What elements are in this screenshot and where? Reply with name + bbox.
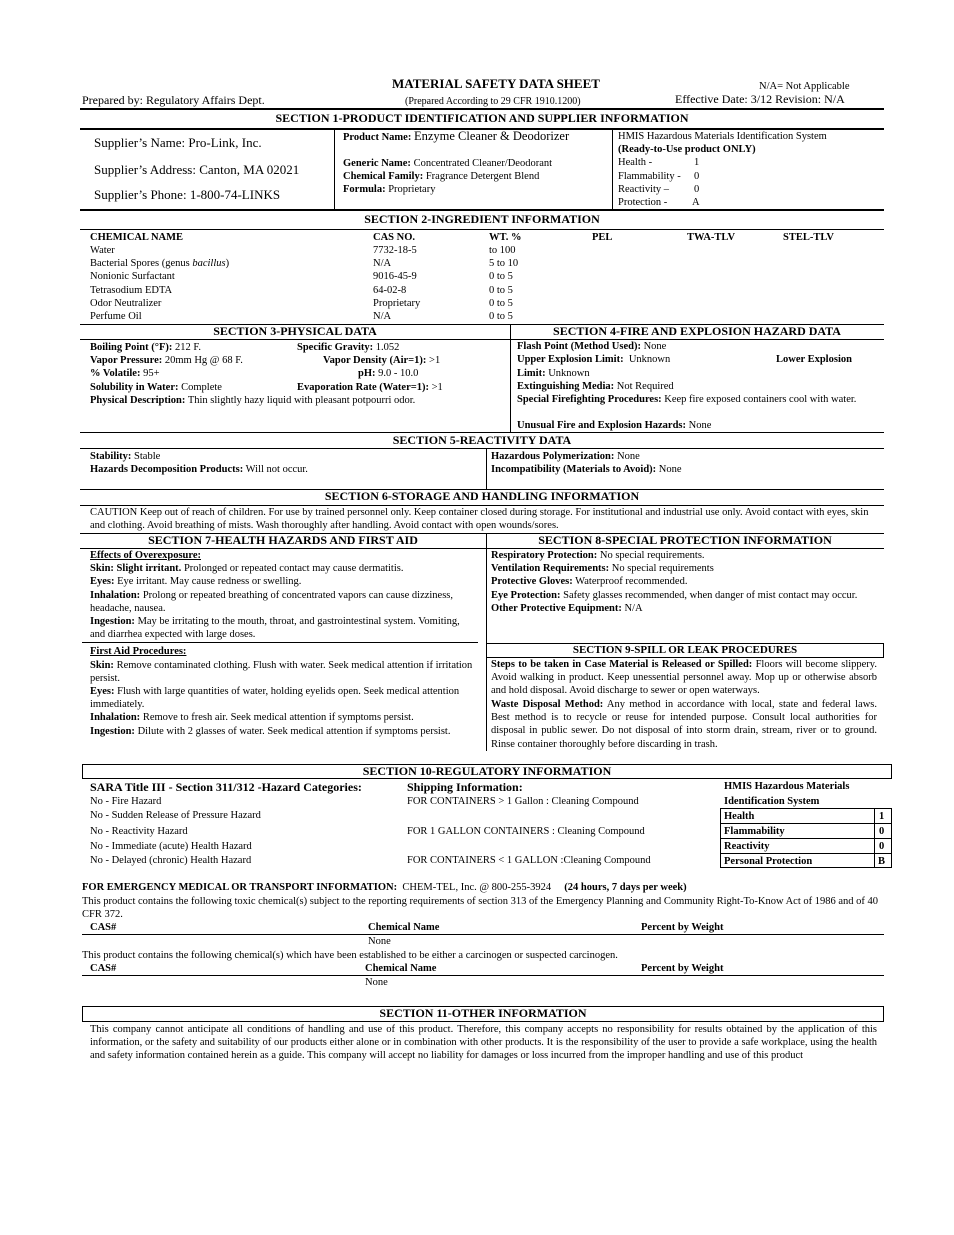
polymerization-row: [491, 450, 640, 463]
hmis-flammability-value: 0: [879, 826, 885, 837]
limit: Unknown: [548, 368, 590, 379]
section-5-rule: [80, 448, 884, 449]
s1-divider-2: [612, 129, 613, 209]
sara-acute: No - Immediate (acute) Health Hazard: [90, 841, 252, 852]
protection-item-text: N/A: [621, 602, 643, 614]
ingredient-name: Odor Neutralizer: [90, 297, 162, 309]
col-chemical-name: CHEMICAL NAME: [90, 232, 184, 243]
shipping-1gal: FOR 1 GALLON CONTAINERS : Cleaning Compound: [407, 826, 645, 837]
vapor-density-label: Vapor Density (Air=1):: [323, 355, 427, 366]
hmis-reactivity-label: Reactivity: [724, 841, 770, 852]
hmis-protection-label: Personal Protection: [724, 856, 813, 867]
shipping-large: FOR CONTAINERS > 1 Gallon : Cleaning Compound: [407, 796, 639, 807]
first-aid-title: First Aid Procedures:: [90, 646, 187, 658]
storage-text: CAUTION Keep out of reach of children. For use by trained personnel only. Keep container closed during storage. For institutional and industrial use only. Avoid contact with eyes, skin and clothing. Avoid breathing of mists. Wash thoroughly after handling. Avoid contact with open wounds/sores.: [90, 507, 869, 532]
spill-steps-text: Floors will become slippery. Avoid walking in product. Keep unessential personnel away. Mop up or otherwise absorb and hold disposal. Avoid discharge to sewer or open waterways.: [491, 659, 877, 697]
ph: 9.0 - 10.0: [378, 368, 419, 379]
firefighting: Keep fire exposed containers cool with water.: [664, 394, 857, 405]
effects-title: Effects of Overexposure:: [90, 550, 201, 561]
effect-item-text: Prolong or repeated breathing of concentrated vapors can cause dizziness, headache, nausea.: [90, 589, 454, 614]
incompatibility-row: [491, 463, 682, 476]
uel: Unknown: [628, 354, 671, 365]
hmis-health-label: Health: [724, 811, 755, 822]
sara-chronic: No - Delayed (chronic) Health Hazard: [90, 855, 252, 866]
ingredient-name: Bacterial Spores (genus bacillus): [90, 258, 230, 270]
health-hazards-column: [90, 549, 476, 738]
solubility-label: Solubility in Water:: [90, 382, 179, 393]
unusual-row: [517, 419, 711, 432]
extinguishing-row: [517, 380, 674, 393]
effect-item-label: Skin: Slight irritant.: [90, 563, 182, 575]
ingredient-name: Perfume Oil: [90, 311, 142, 322]
ph-row: [358, 367, 418, 380]
hmis-protection-value: B: [878, 856, 886, 867]
first-aid-item-text: Dilute with 2 glasses of water. Seek medical attention if symptoms persist.: [134, 725, 451, 737]
evaporation-row: [297, 381, 443, 394]
na-note: N/A= Not Applicable: [759, 81, 850, 92]
first-aid-item: [90, 659, 476, 685]
hmis-reactivity-value: 0: [879, 841, 885, 852]
unusual-label: Unusual Fire and Explosion Hazards:: [517, 420, 687, 431]
first-aid-list: [90, 659, 476, 738]
waste-disposal-text: Any method in accordance with local, state and federal laws. Best method is to recycle or reuse for intended purpose. Consult local authorities for disposal in public sewer. Do not disposal of into storm drain, stream, river or to ground. Rinse container thoroughly before discarding in trash.: [491, 699, 877, 750]
boiling-point-label: Boiling Point (°F):: [90, 342, 173, 353]
boiling-point-row: [90, 341, 201, 354]
toxic-none: None: [368, 936, 391, 947]
effect-item: [90, 562, 476, 575]
sara-pressure: No - Sudden Release of Pressure Hazard: [90, 810, 261, 821]
effects-list: [90, 562, 476, 641]
hmis-title-1: HMIS Hazardous Materials: [724, 781, 850, 792]
s1-hmis-health-value: 1: [694, 157, 700, 168]
product-name-row: [343, 130, 569, 144]
protection-item-text: No special requirements: [609, 563, 714, 575]
section-1-rule-bottom: [80, 209, 884, 211]
effect-item: [90, 589, 476, 615]
physical-description-label: Physical Description:: [90, 395, 186, 406]
limit-row: [517, 367, 590, 380]
polymerization-label: Hazardous Polymerization:: [491, 451, 615, 462]
volatile-label: % Volatile:: [90, 368, 141, 379]
first-aid-item-label: Eyes:: [90, 686, 115, 698]
supplier-address: Supplier’s Address: Canton, MA 02021: [94, 162, 300, 177]
chemical-family-label: Chemical Family:: [343, 171, 424, 182]
ingredient-cas: 7732-18-5: [373, 245, 417, 256]
col-twa-tlv: TWA-TLV: [687, 232, 736, 243]
protection-item-label: Ventilation Requirements:: [491, 563, 610, 575]
generic-name-row: [343, 157, 552, 170]
s1-hmis-flammability-value: 0: [694, 171, 700, 182]
ingredient-name: Nonionic Surfactant: [90, 271, 175, 283]
ingredient-cas: 9016-45-9: [373, 271, 417, 283]
s1-hmis-protection-label: Protection -: [618, 197, 668, 208]
section-2-rule: [80, 229, 884, 230]
toxic-rule: [82, 934, 884, 935]
emergency-label: FOR EMERGENCY MEDICAL OR TRANSPORT INFORMATION:: [82, 882, 398, 893]
carc-col-cas: CAS#: [90, 963, 117, 974]
flash-point: None: [643, 341, 667, 352]
vapor-density-row: [323, 354, 440, 367]
chemical-family: Fragrance Detergent Blend: [425, 171, 540, 182]
effect-item-text: May be irritating to the mouth, throat, and gastrointestinal system. Vomiting, and diarrhea expected with large doses.: [90, 616, 460, 641]
protection-list: [491, 549, 874, 615]
specific-gravity-label: Specific Gravity:: [297, 342, 374, 353]
boiling-point: 212 F.: [175, 342, 201, 353]
effect-item-text: Eye irritant. May cause redness or swelling.: [114, 576, 302, 588]
hmis-title-2: Identification System: [724, 796, 820, 807]
shipping-small: FOR CONTAINERS < 1 GALLON :Cleaning Compound: [407, 855, 651, 866]
s7-s8-divider: [486, 533, 487, 751]
carc-col-percent: Percent by Weight: [641, 963, 724, 974]
effect-item: [90, 575, 476, 588]
effective-date: Effective Date: 3/12 Revision: N/A: [675, 92, 845, 106]
uel-row: [517, 353, 670, 366]
toxic-statement: This product contains the following toxic chemical(s) subject to the reporting requirements of section 313 of the Emergency Planning and Community Right-To-Know Act of 1986 and of 40 CFR 372.: [82, 896, 879, 921]
prepared-by: Prepared by: Regulatory Affairs Dept.: [82, 93, 265, 107]
ingredient-wt: 0 to 5: [489, 297, 513, 309]
stability: Stable: [134, 451, 161, 462]
specific-gravity: 1.052: [375, 342, 400, 353]
first-aid-item-text: Remove to fresh air. Seek medical attention if symptoms persist.: [140, 712, 414, 724]
ingredient-wt: 0 to 5: [489, 271, 513, 283]
carc-none: None: [365, 977, 388, 988]
effect-item-label: Inhalation:: [90, 589, 141, 601]
spill-steps: [491, 658, 877, 698]
first-aid-item-label: Ingestion:: [90, 725, 135, 737]
ingredient-name: Tetrasodium EDTA: [90, 284, 173, 296]
toxic-col-cas: CAS#: [90, 922, 117, 933]
s1-hmis-reactivity-label: Reactivity –: [618, 184, 670, 195]
first-aid-item: [90, 711, 476, 724]
document-subtitle: (Prepared According to 29 CFR 1910.1200): [405, 96, 581, 107]
effect-item-label: Eyes:: [90, 576, 115, 588]
polymerization: None: [616, 451, 640, 462]
first-aid-item: [90, 685, 476, 711]
protection-item-label: Respiratory Protection:: [491, 550, 598, 561]
other-information: This company cannot anticipate all conditions of handling and use of this product. Therefore, this company accepts no responsibility for results obtained by the application of this information, or the safety and suitability of our products either alone or in combination with other products. It is the responsibility of the user to provide a safe workplace, using the health and safety information contained herein as a guide. This company will accept no liability for damages or loss incurred from the improper handling and use of this product: [90, 1024, 877, 1062]
waste-disposal-label: Waste Disposal Method:: [491, 699, 604, 710]
protection-column: [491, 549, 874, 615]
section-8-title: SECTION 8-SPECIAL PROTECTION INFORMATION: [538, 533, 832, 547]
extinguishing: Not Required: [616, 381, 674, 392]
ingredient-cas: 64-02-8: [373, 284, 407, 296]
sara-reactivity: No - Reactivity Hazard: [90, 826, 188, 837]
first-aid-item: [90, 725, 476, 738]
waste-disposal: [491, 698, 877, 751]
specific-gravity-row: [297, 341, 399, 354]
s5-divider: [486, 448, 487, 489]
emergency-hours: (24 hours, 7 days per week): [564, 882, 687, 893]
formula: Proprietary: [388, 184, 436, 195]
protection-item-text: No special requirements.: [597, 550, 705, 561]
section-2-title: SECTION 2-INGREDIENT INFORMATION: [364, 212, 600, 226]
protection-item: [491, 575, 874, 588]
vapor-density: >1: [429, 355, 441, 366]
product-name: Enzyme Cleaner & Deodorizer: [413, 129, 570, 143]
s1-hmis-protection-value: A: [692, 197, 700, 208]
col-wt-pct: WT. %: [489, 232, 522, 243]
flash-point-row: [517, 340, 666, 353]
ingredient-cas: Proprietary: [373, 297, 421, 309]
carcinogen-statement: This product contains the following chemical(s) which have been established to be either a carcinogen or suspected carcinogen.: [82, 950, 618, 961]
section-10-title: SECTION 10-REGULATORY INFORMATION: [362, 764, 612, 778]
ingredient-wt: 0 to 5: [489, 284, 513, 296]
stability-row: [90, 450, 160, 463]
ph-label: pH:: [358, 368, 376, 379]
protection-item-label: Protective Gloves:: [491, 576, 573, 588]
ingredient-cas: N/A: [373, 311, 392, 322]
first-aid-item-text: Flush with large quantities of water, holding eyelids open. Seek medical attention immediately.: [90, 686, 460, 711]
document-title: MATERIAL SAFETY DATA SHEET: [392, 76, 600, 91]
protection-item: [491, 602, 874, 615]
carc-rule: [82, 975, 884, 976]
effect-item: [90, 615, 476, 641]
protection-item-label: Other Protective Equipment:: [491, 602, 622, 614]
volatile-row: [90, 367, 160, 380]
ingredient-wt: to 100: [489, 245, 516, 256]
ingredient-name-italic: bacillus: [192, 258, 226, 270]
decomposition-label: Hazards Decomposition Products:: [90, 464, 244, 475]
shipping-title: Shipping Information:: [407, 780, 523, 794]
volatile: 95+: [143, 368, 160, 379]
first-aid-rule: [82, 642, 478, 644]
s1-hmis-flammability-label: Flammability -: [618, 171, 681, 182]
emergency-row: [82, 881, 687, 894]
generic-name: Concentrated Cleaner/Deodorant: [413, 158, 553, 169]
section-3-rule: [80, 339, 884, 340]
firefighting-row: [517, 393, 872, 406]
incompatibility-label: Incompatibility (Materials to Avoid):: [491, 464, 657, 475]
carc-col-name: Chemical Name: [365, 963, 437, 974]
supplier-name: Supplier’s Name: Pro-Link, Inc.: [94, 135, 262, 150]
section-4-title: SECTION 4-FIRE AND EXPLOSION HAZARD DATA: [553, 324, 841, 338]
vapor-pressure-label: Vapor Pressure:: [90, 355, 163, 366]
effect-item-label: Ingestion:: [90, 616, 135, 628]
section-3-title: SECTION 3-PHYSICAL DATA: [213, 324, 377, 338]
flash-point-label: Flash Point (Method Used):: [517, 341, 641, 352]
decomposition-row: [90, 463, 308, 476]
protection-item: [491, 549, 874, 562]
firefighting-label: Special Firefighting Procedures:: [517, 394, 662, 405]
generic-name-label: Generic Name:: [343, 158, 411, 169]
toxic-col-percent: Percent by Weight: [641, 922, 724, 933]
incompatibility: None: [658, 464, 682, 475]
section-7-title: SECTION 7-HEALTH HAZARDS AND FIRST AID: [148, 533, 418, 547]
ingredient-name: Water: [90, 245, 115, 256]
s1-hmis-title: HMIS Hazardous Materials Identification System: [618, 131, 827, 142]
section-11-title: SECTION 11-OTHER INFORMATION: [379, 1006, 587, 1020]
hmis-col-divider: [874, 808, 875, 868]
first-aid-item-label: Skin:: [90, 659, 114, 671]
section-9-title: SECTION 9-SPILL OR LEAK PROCEDURES: [572, 644, 798, 656]
decomposition: Will not occur.: [245, 464, 308, 475]
chemical-family-row: [343, 170, 539, 183]
protection-item-text: Waterproof recommended.: [572, 576, 688, 588]
ingredient-wt: 5 to 10: [489, 258, 519, 270]
formula-row: [343, 183, 435, 196]
vapor-pressure: 20mm Hg @ 68 F.: [164, 355, 243, 366]
stability-label: Stability:: [90, 451, 132, 462]
evaporation-label: Evaporation Rate (Water=1):: [297, 382, 429, 393]
limit-label: Limit:: [517, 368, 546, 379]
supplier-phone: Supplier’s Phone: 1-800-74-LINKS: [94, 187, 281, 202]
section-5-title: SECTION 5-REACTIVITY DATA: [392, 433, 572, 447]
section-1-title: SECTION 1-PRODUCT IDENTIFICATION AND SUPPLIER INFORMATION: [275, 111, 689, 125]
emergency-contact: CHEM-TEL, Inc. @ 800-255-3924: [402, 882, 552, 893]
s3-s4-divider: [510, 325, 511, 432]
first-aid-item-text: Remove contaminated clothing. Flush with water. Seek medical attention if irritation persist.: [90, 659, 473, 684]
col-pel: PEL: [592, 232, 613, 243]
ingredient-wt: 0 to 5: [489, 311, 513, 322]
col-cas-no: CAS NO.: [373, 232, 416, 243]
toxic-col-name: Chemical Name: [368, 922, 440, 933]
product-name-label: Product Name:: [343, 132, 412, 143]
sara-fire: No - Fire Hazard: [90, 796, 162, 807]
header-rule: [80, 108, 884, 110]
hmis-flammability-label: Flammability: [724, 826, 785, 837]
solubility: Complete: [181, 382, 222, 393]
col-stel-tlv: STEL-TLV: [783, 232, 834, 243]
physical-description: Thin slightly hazy liquid with pleasant potpourri odor.: [187, 395, 416, 406]
protection-item: [491, 589, 874, 602]
s1-hmis-reactivity-value: 0: [694, 184, 700, 195]
evaporation: >1: [431, 382, 443, 393]
extinguishing-label: Extinguishing Media:: [517, 381, 615, 392]
s1-divider-1: [334, 129, 335, 209]
lel-label: Lower Explosion: [776, 354, 852, 365]
protection-item-text: Safety glasses recommended, when danger of mist contact may occur.: [560, 589, 858, 601]
unusual: None: [688, 420, 712, 431]
s1-hmis-health-label: Health -: [618, 157, 653, 168]
protection-item-label: Eye Protection:: [491, 589, 561, 601]
section-6-title: SECTION 6-STORAGE AND HANDLING INFORMATION: [324, 489, 640, 503]
solubility-row: [90, 381, 222, 394]
physical-description-row: [90, 394, 415, 407]
sara-title: SARA Title III - Section 311/312 -Hazard Categories:: [90, 780, 362, 794]
first-aid-item-label: Inhalation:: [90, 712, 141, 724]
uel-label: Upper Explosion Limit:: [517, 354, 624, 365]
s1-hmis-subtitle: (Ready-to-Use product ONLY): [618, 144, 756, 155]
ingredient-cas: N/A: [373, 258, 392, 270]
hmis-health-value: 1: [879, 811, 885, 822]
spill-steps-label: Steps to be taken in Case Material is Released or Spilled:: [491, 659, 753, 670]
effect-item-text: Prolonged or repeated contact may cause dermatitis.: [181, 563, 404, 575]
vapor-pressure-row: [90, 354, 243, 367]
protection-item: [491, 562, 874, 575]
formula-label: Formula:: [343, 184, 386, 195]
